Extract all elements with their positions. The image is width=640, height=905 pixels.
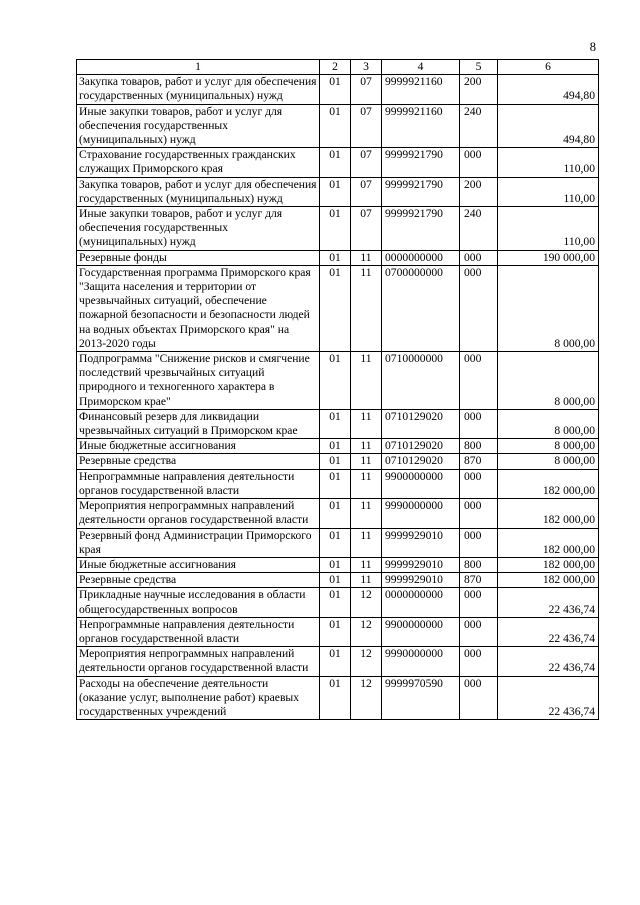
section-cell: 01 bbox=[320, 265, 351, 351]
row-name-cell: Государственная программа Приморского края "Защита населения и территории от чрезвычайных ситуаций, обеспечение пожарной безопасности и безопасности людей на водных объектах Приморского края" на 2013-2020 годы bbox=[77, 265, 320, 351]
row-name-cell: Мероприятия непрограммных направлений деятельности органов государственной власти bbox=[77, 647, 320, 676]
subsection-cell: 12 bbox=[351, 588, 382, 617]
amount-cell: 8 000,00 bbox=[498, 454, 599, 469]
target-article-cell: 0700000000 bbox=[382, 265, 460, 351]
expense-type-cell: 000 bbox=[460, 265, 498, 351]
expense-type-cell: 000 bbox=[460, 617, 498, 646]
section-cell: 01 bbox=[320, 177, 351, 206]
subsection-cell: 11 bbox=[351, 454, 382, 469]
expense-type-cell: 800 bbox=[460, 557, 498, 572]
subsection-cell: 11 bbox=[351, 528, 382, 557]
subsection-cell: 11 bbox=[351, 573, 382, 588]
expense-type-cell: 000 bbox=[460, 148, 498, 177]
section-cell: 01 bbox=[320, 104, 351, 148]
expense-type-cell: 870 bbox=[460, 573, 498, 588]
section-cell: 01 bbox=[320, 439, 351, 454]
subsection-cell: 07 bbox=[351, 104, 382, 148]
row-name-cell: Непрограммные направления деятельности органов государственной власти bbox=[77, 617, 320, 646]
row-name-cell: Резервные средства bbox=[77, 454, 320, 469]
row-name-cell: Закупка товаров, работ и услуг для обеспечения государственных (муниципальных) нужд bbox=[77, 75, 320, 104]
header-cell: 5 bbox=[460, 60, 498, 75]
row-name-cell: Непрограммные направления деятельности органов государственной власти bbox=[77, 469, 320, 498]
row-name-cell: Подпрограмма "Снижение рисков и смягчение последствий чрезвычайных ситуаций природного и техногенного характера в Приморском крае" bbox=[77, 352, 320, 410]
amount-cell: 8 000,00 bbox=[498, 265, 599, 351]
row-name-cell: Прикладные научные исследования в области общегосударственных вопросов bbox=[77, 588, 320, 617]
subsection-cell: 07 bbox=[351, 75, 382, 104]
subsection-cell: 11 bbox=[351, 439, 382, 454]
amount-cell: 8 000,00 bbox=[498, 352, 599, 410]
table-row bbox=[77, 104, 599, 148]
subsection-cell: 12 bbox=[351, 676, 382, 720]
table-row bbox=[77, 207, 599, 251]
table-row bbox=[77, 148, 599, 177]
subsection-cell: 12 bbox=[351, 617, 382, 646]
expense-type-cell: 000 bbox=[460, 676, 498, 720]
section-cell: 01 bbox=[320, 573, 351, 588]
target-article-cell: 9999921790 bbox=[382, 207, 460, 251]
amount-cell: 182 000,00 bbox=[498, 528, 599, 557]
row-name-cell: Резервные фонды bbox=[77, 250, 320, 265]
subsection-cell: 07 bbox=[351, 207, 382, 251]
expense-type-cell: 800 bbox=[460, 439, 498, 454]
table-row bbox=[77, 499, 599, 528]
target-article-cell: 9900000000 bbox=[382, 617, 460, 646]
amount-cell: 494,80 bbox=[498, 104, 599, 148]
amount-cell: 22 436,74 bbox=[498, 676, 599, 720]
amount-cell: 182 000,00 bbox=[498, 469, 599, 498]
budget-table bbox=[76, 59, 599, 720]
target-article-cell: 9999929010 bbox=[382, 528, 460, 557]
expense-type-cell: 000 bbox=[460, 469, 498, 498]
section-cell: 01 bbox=[320, 250, 351, 265]
expense-type-cell: 000 bbox=[460, 647, 498, 676]
section-cell: 01 bbox=[320, 409, 351, 438]
amount-cell: 182 000,00 bbox=[498, 557, 599, 572]
amount-cell: 182 000,00 bbox=[498, 573, 599, 588]
section-cell: 01 bbox=[320, 617, 351, 646]
table-row bbox=[77, 588, 599, 617]
table-row bbox=[77, 557, 599, 572]
header-cell: 6 bbox=[498, 60, 599, 75]
section-cell: 01 bbox=[320, 676, 351, 720]
amount-cell: 22 436,74 bbox=[498, 617, 599, 646]
row-name-cell: Иные закупки товаров, работ и услуг для обеспечения государственных (муниципальных) нужд bbox=[77, 207, 320, 251]
subsection-cell: 07 bbox=[351, 148, 382, 177]
target-article-cell: 9999921790 bbox=[382, 148, 460, 177]
expense-type-cell: 200 bbox=[460, 75, 498, 104]
row-name-cell: Закупка товаров, работ и услуг для обеспечения государственных (муниципальных) нужд bbox=[77, 177, 320, 206]
expense-type-cell: 000 bbox=[460, 528, 498, 557]
header-cell: 2 bbox=[320, 60, 351, 75]
section-cell: 01 bbox=[320, 528, 351, 557]
target-article-cell: 0710000000 bbox=[382, 352, 460, 410]
amount-cell: 110,00 bbox=[498, 207, 599, 251]
row-name-cell: Резервный фонд Администрации Приморского края bbox=[77, 528, 320, 557]
row-name-cell: Мероприятия непрограммных направлений деятельности органов государственной власти bbox=[77, 499, 320, 528]
expense-type-cell: 000 bbox=[460, 250, 498, 265]
amount-cell: 190 000,00 bbox=[498, 250, 599, 265]
subsection-cell: 11 bbox=[351, 250, 382, 265]
expense-type-cell: 000 bbox=[460, 499, 498, 528]
page-number: 8 bbox=[589, 40, 596, 54]
amount-cell: 8 000,00 bbox=[498, 409, 599, 438]
target-article-cell: 9999921160 bbox=[382, 104, 460, 148]
row-name-cell: Резервные средства bbox=[77, 573, 320, 588]
section-cell: 01 bbox=[320, 75, 351, 104]
subsection-cell: 11 bbox=[351, 557, 382, 572]
row-name-cell: Иные бюджетные ассигнования bbox=[77, 557, 320, 572]
expense-type-cell: 200 bbox=[460, 177, 498, 206]
section-cell: 01 bbox=[320, 454, 351, 469]
table-header-row bbox=[77, 60, 599, 75]
table-row bbox=[77, 676, 599, 720]
row-name-cell: Иные бюджетные ассигнования bbox=[77, 439, 320, 454]
target-article-cell: 0000000000 bbox=[382, 588, 460, 617]
row-name-cell: Страхование государственных гражданских служащих Приморского края bbox=[77, 148, 320, 177]
target-article-cell: 9990000000 bbox=[382, 499, 460, 528]
amount-cell: 182 000,00 bbox=[498, 499, 599, 528]
table-row bbox=[77, 617, 599, 646]
expense-type-cell: 240 bbox=[460, 104, 498, 148]
row-name-cell: Финансовый резерв для ликвидации чрезвычайных ситуаций в Приморском крае bbox=[77, 409, 320, 438]
subsection-cell: 12 bbox=[351, 647, 382, 676]
target-article-cell: 9999921160 bbox=[382, 75, 460, 104]
row-name-cell: Расходы на обеспечение деятельности (оказание услуг, выполнение работ) краевых государственных учреждений bbox=[77, 676, 320, 720]
table-row bbox=[77, 352, 599, 410]
subsection-cell: 11 bbox=[351, 265, 382, 351]
target-article-cell: 0710129020 bbox=[382, 439, 460, 454]
target-article-cell: 0710129020 bbox=[382, 409, 460, 438]
expense-type-cell: 000 bbox=[460, 588, 498, 617]
target-article-cell: 0000000000 bbox=[382, 250, 460, 265]
target-article-cell: 9999929010 bbox=[382, 557, 460, 572]
target-article-cell: 9900000000 bbox=[382, 469, 460, 498]
table-row bbox=[77, 454, 599, 469]
table-row bbox=[77, 573, 599, 588]
amount-cell: 110,00 bbox=[498, 148, 599, 177]
target-article-cell: 9999970590 bbox=[382, 676, 460, 720]
row-name-cell: Иные закупки товаров, работ и услуг для обеспечения государственных (муниципальных) нужд bbox=[77, 104, 320, 148]
header-cell: 4 bbox=[382, 60, 460, 75]
subsection-cell: 11 bbox=[351, 469, 382, 498]
section-cell: 01 bbox=[320, 647, 351, 676]
section-cell: 01 bbox=[320, 588, 351, 617]
table-row bbox=[77, 528, 599, 557]
subsection-cell: 11 bbox=[351, 352, 382, 410]
table-row bbox=[77, 439, 599, 454]
expense-type-cell: 000 bbox=[460, 409, 498, 438]
section-cell: 01 bbox=[320, 207, 351, 251]
table-row bbox=[77, 265, 599, 351]
subsection-cell: 07 bbox=[351, 177, 382, 206]
subsection-cell: 11 bbox=[351, 499, 382, 528]
subsection-cell: 11 bbox=[351, 409, 382, 438]
header-cell: 1 bbox=[77, 60, 320, 75]
amount-cell: 110,00 bbox=[498, 177, 599, 206]
section-cell: 01 bbox=[320, 557, 351, 572]
header-cell: 3 bbox=[351, 60, 382, 75]
amount-cell: 8 000,00 bbox=[498, 439, 599, 454]
table-row bbox=[77, 409, 599, 438]
section-cell: 01 bbox=[320, 148, 351, 177]
target-article-cell: 9990000000 bbox=[382, 647, 460, 676]
table-row bbox=[77, 250, 599, 265]
amount-cell: 22 436,74 bbox=[498, 588, 599, 617]
expense-type-cell: 870 bbox=[460, 454, 498, 469]
target-article-cell: 9999929010 bbox=[382, 573, 460, 588]
section-cell: 01 bbox=[320, 352, 351, 410]
amount-cell: 22 436,74 bbox=[498, 647, 599, 676]
target-article-cell: 0710129020 bbox=[382, 454, 460, 469]
section-cell: 01 bbox=[320, 469, 351, 498]
amount-cell: 494,80 bbox=[498, 75, 599, 104]
section-cell: 01 bbox=[320, 499, 351, 528]
expense-type-cell: 000 bbox=[460, 352, 498, 410]
target-article-cell: 9999921790 bbox=[382, 177, 460, 206]
expense-type-cell: 240 bbox=[460, 207, 498, 251]
table-row bbox=[77, 647, 599, 676]
table-row bbox=[77, 75, 599, 104]
table-row bbox=[77, 469, 599, 498]
table-row bbox=[77, 177, 599, 206]
